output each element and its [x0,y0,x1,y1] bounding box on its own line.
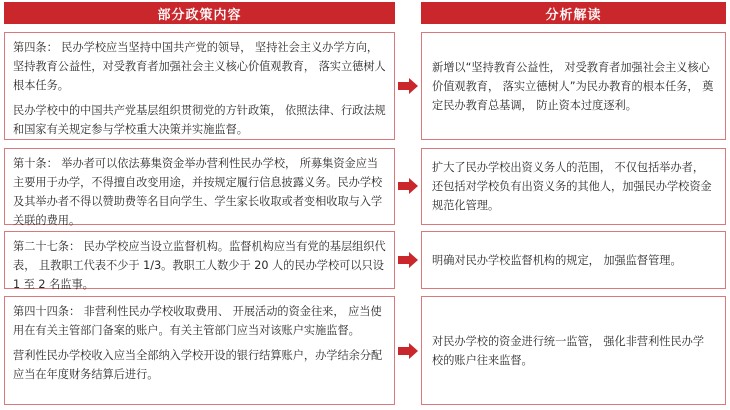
analysis-box-article-4 [421,32,726,140]
policy-content-header: 部分政策内容 [4,2,395,24]
arrow-right-icon [398,343,418,359]
analysis-text: 新增以“坚持教育公益性， 对受教育者加强社会主义核心价值观教育， 落实立德树人”为民办教育的根本任务， 奠定民办教育总基调， 防止资本过度逐利。 [432,60,714,112]
analysis-header: 分析解读 [421,2,726,24]
policy-box-article-10 [4,148,395,225]
analysis-box-article-27 [421,231,726,289]
arrow-right-icon [398,78,418,94]
policy-box-article-4 [4,32,395,140]
analysis-text: 对民办学校的资金进行统一监管， 强化非营利性民办学校的账户往来监督。 [432,334,705,367]
analysis-box-article-44 [421,296,726,405]
policy-paragraph: 第十条： 举办者可以依法募集资金举办营利性民办学校， 所募集资金应当主要用于办学，不得擅自改变用途，并按规定履行信息披露义务。民办学校及其举办者不得以赞助费等名目向学生、学生家长收取或者变相收取与入学关联的费用。 [13,157,383,227]
arrow-right-icon [398,178,418,194]
analysis-text: 明确对民办学校监督机构的规定， 加强监督管理。 [432,253,682,267]
policy-paragraph: 民办学校中的中国共产党基层组织贯彻党的方针政策， 依照法律、行政法规和国家有关规定参与学校重大决策并实施监督。 [13,104,386,136]
analysis-box-article-10 [421,148,726,225]
policy-paragraph: 第四条： 民办学校应当坚持中国共产党的领导， 坚持社会主义办学方向，坚持教育公益性，对受教育者加强社会主义核心价值观教育， 落实立德树人根本任务。 [13,41,386,92]
analysis-text: 扩大了民办学校出资义务人的范围， 不仅包括举办者， 还包括对学校负有出资义务的其他人，加强民办学校资金规范化管理。 [432,161,712,212]
policy-box-article-27 [4,231,395,289]
arrow-right-icon [398,252,418,268]
policy-paragraph: 营利性民办学校收入应当全部纳入学校开设的银行结算账户，办学结余分配应当在年度财务结算后进行。 [13,349,383,381]
policy-paragraph: 第四十四条： 非营利性民办学校收取费用、 开展活动的资金往来， 应当使用在有关主管部门备案的账户。有关主管部门应当对该账户实施监督。 [13,305,382,337]
policy-box-article-44 [4,296,395,405]
policy-paragraph: 第二十七条： 民办学校应当设立监督机构。监督机构应当有党的基层组织代表， 且教职工代表不少于 1/3。教职工人数少于 20 人的民办学校可以只设 1 至 2 名监事。 [13,240,386,291]
